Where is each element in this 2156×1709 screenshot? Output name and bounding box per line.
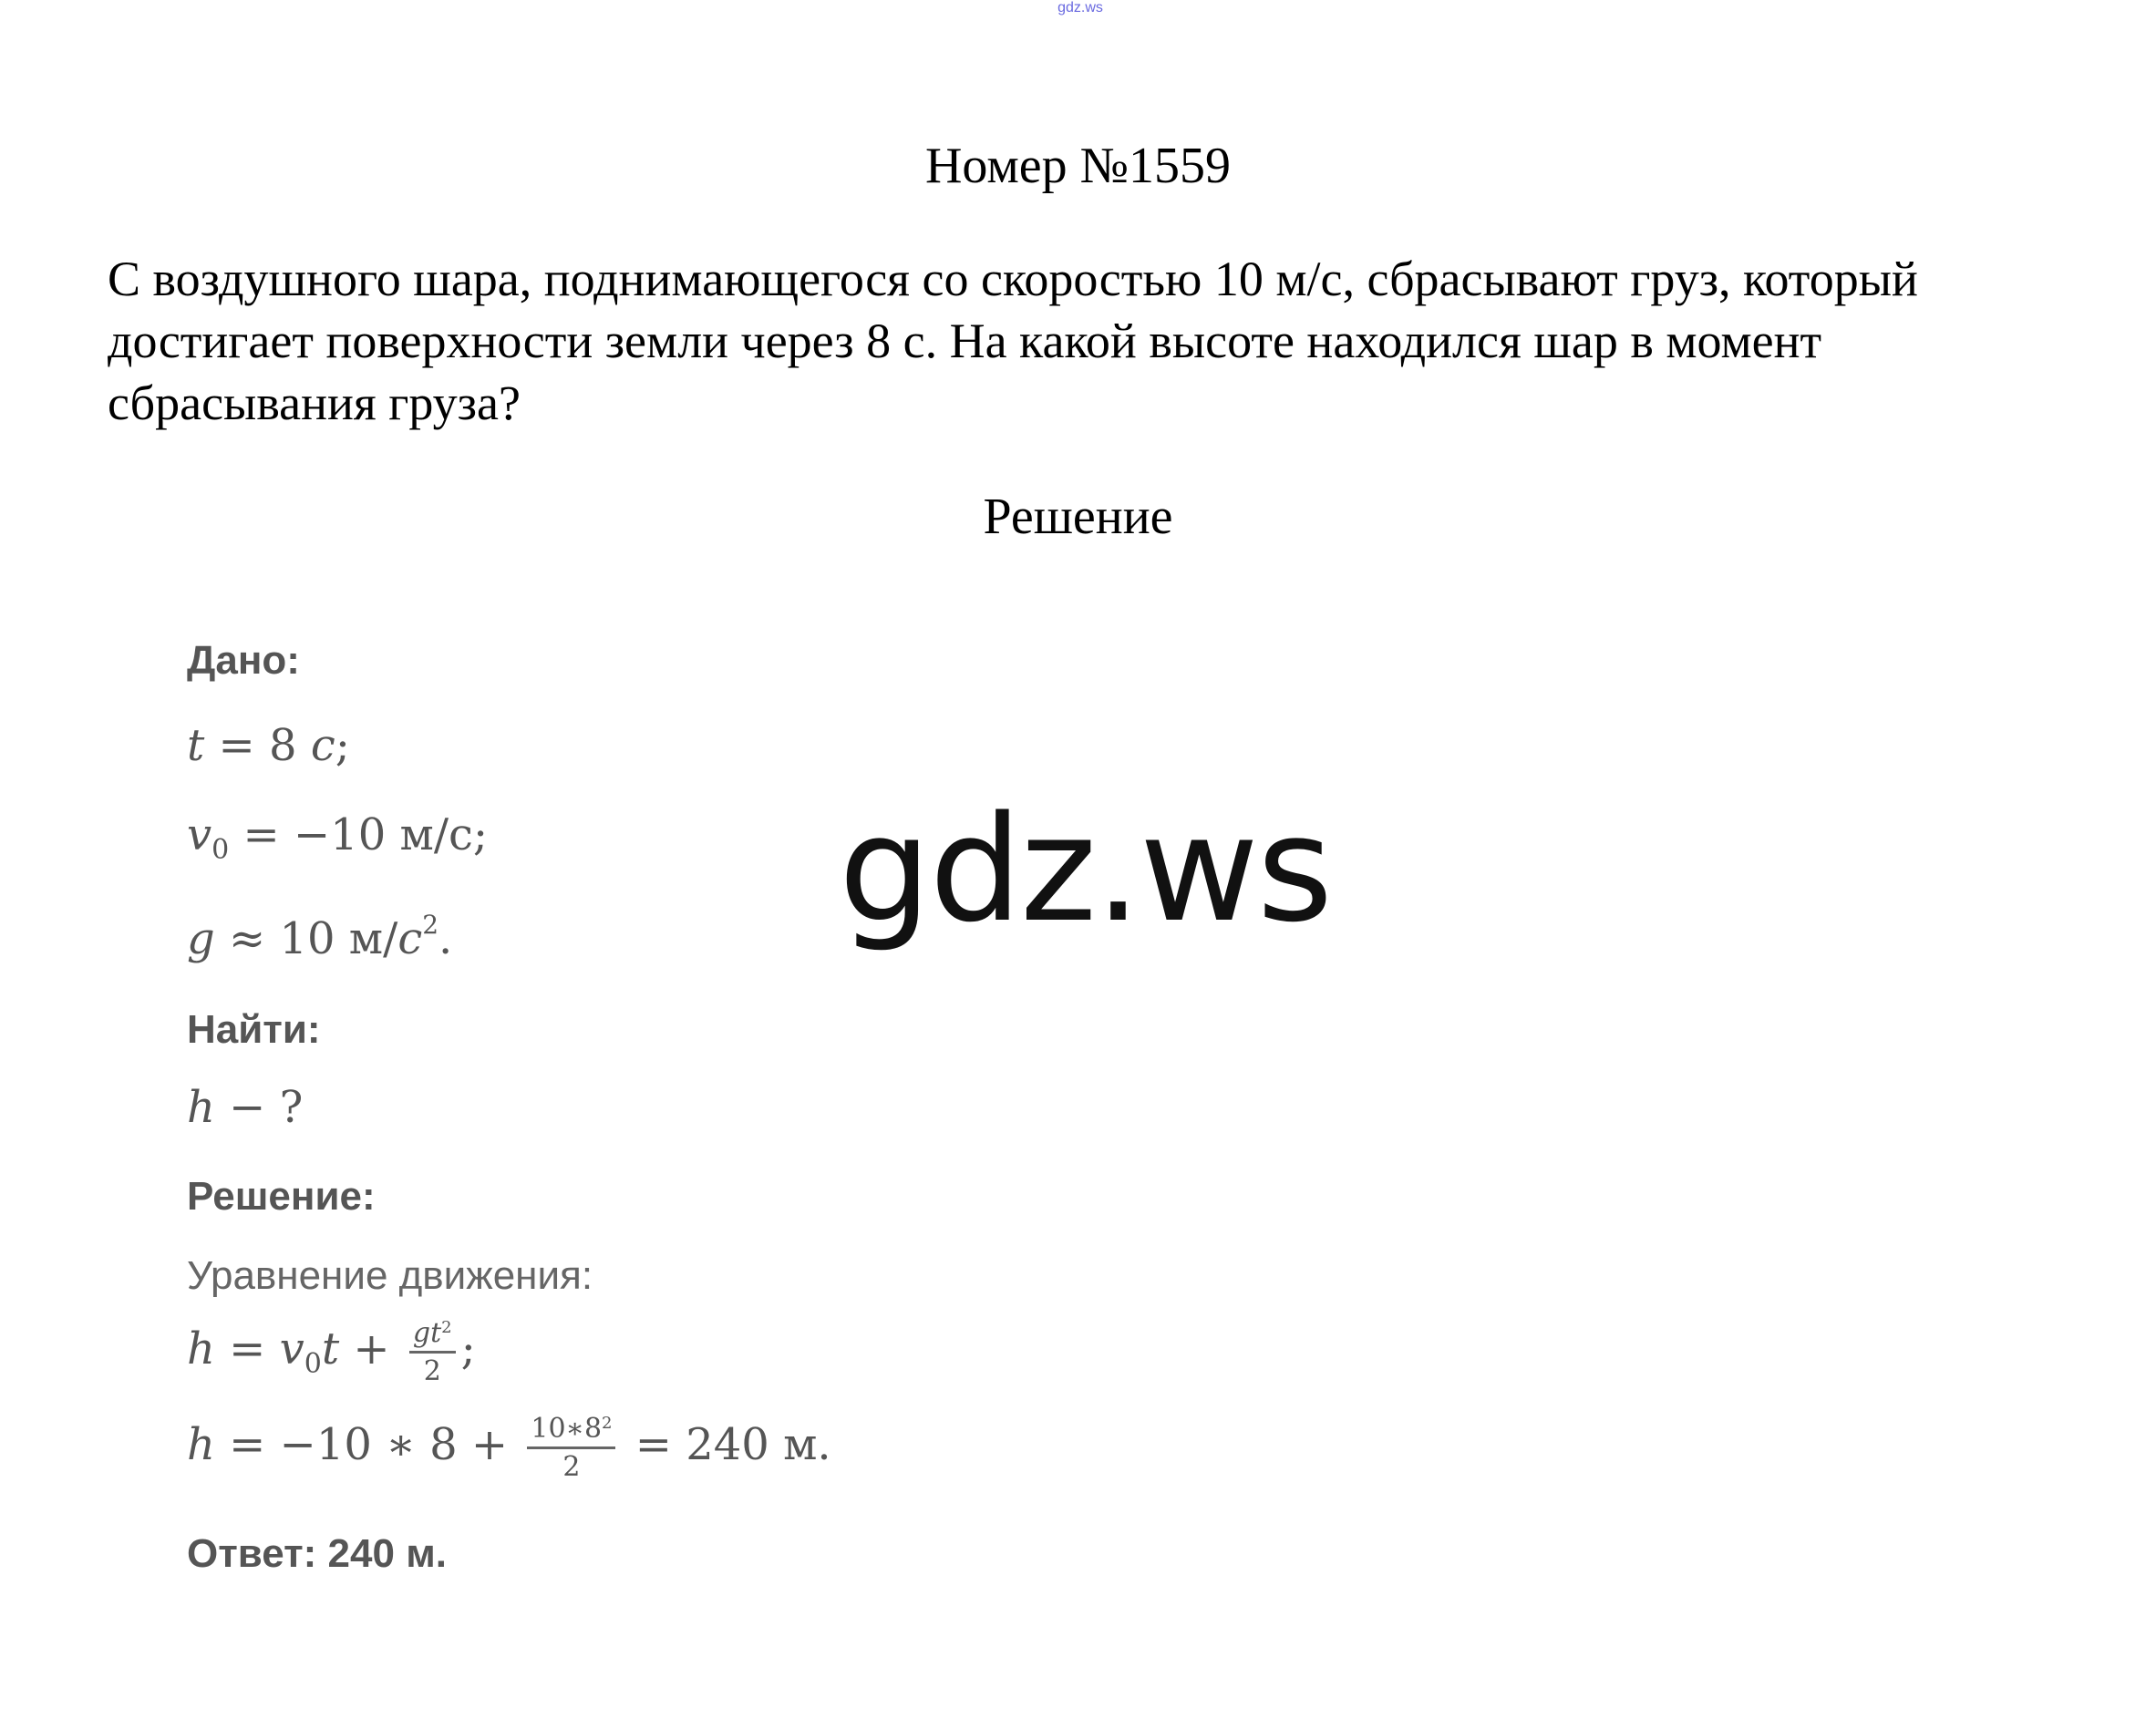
equation-motion: $h = v_0t$ + $\frac{gt^2}{2}$ ;	[187, 1317, 476, 1387]
find-value: h − ?	[187, 1082, 304, 1133]
given-velocity: $v_0 = -10$ м/с;	[187, 809, 489, 866]
solution-heading: Решение	[983, 489, 1173, 545]
answer: Ответ: 240 м.	[187, 1531, 447, 1576]
given-label: Дано:	[187, 638, 300, 683]
task-title: Номер №1559	[924, 138, 1232, 194]
find-label: Найти:	[187, 1007, 321, 1052]
site-link[interactable]: gdz.ws	[1057, 0, 1103, 15]
equation-label: Уравнение движения:	[187, 1253, 593, 1298]
fraction: $\frac{gt^2}{2}$	[409, 1317, 456, 1387]
solution-label: Решение:	[187, 1174, 376, 1219]
given-time: t = 8 c;	[187, 720, 350, 771]
task-text: С воздушного шара, поднимающегося со скоростью 10 м/с, сбрасывают груз, который достигает поверхности земли через 8 с. На какой высоте находился шар в момент сбрасывания груза?	[108, 252, 1918, 430]
watermark-logo: gdz.ws	[839, 784, 1332, 954]
fraction: $\frac{10∗8^2}{2}$	[527, 1413, 615, 1483]
given-gravity: g ≈ 10 $м/c^2$.	[187, 910, 453, 964]
equation-calculation: h = −10 ∗ 8 + $\frac{10∗8^2}{2}$ = 240 м.	[187, 1413, 831, 1483]
